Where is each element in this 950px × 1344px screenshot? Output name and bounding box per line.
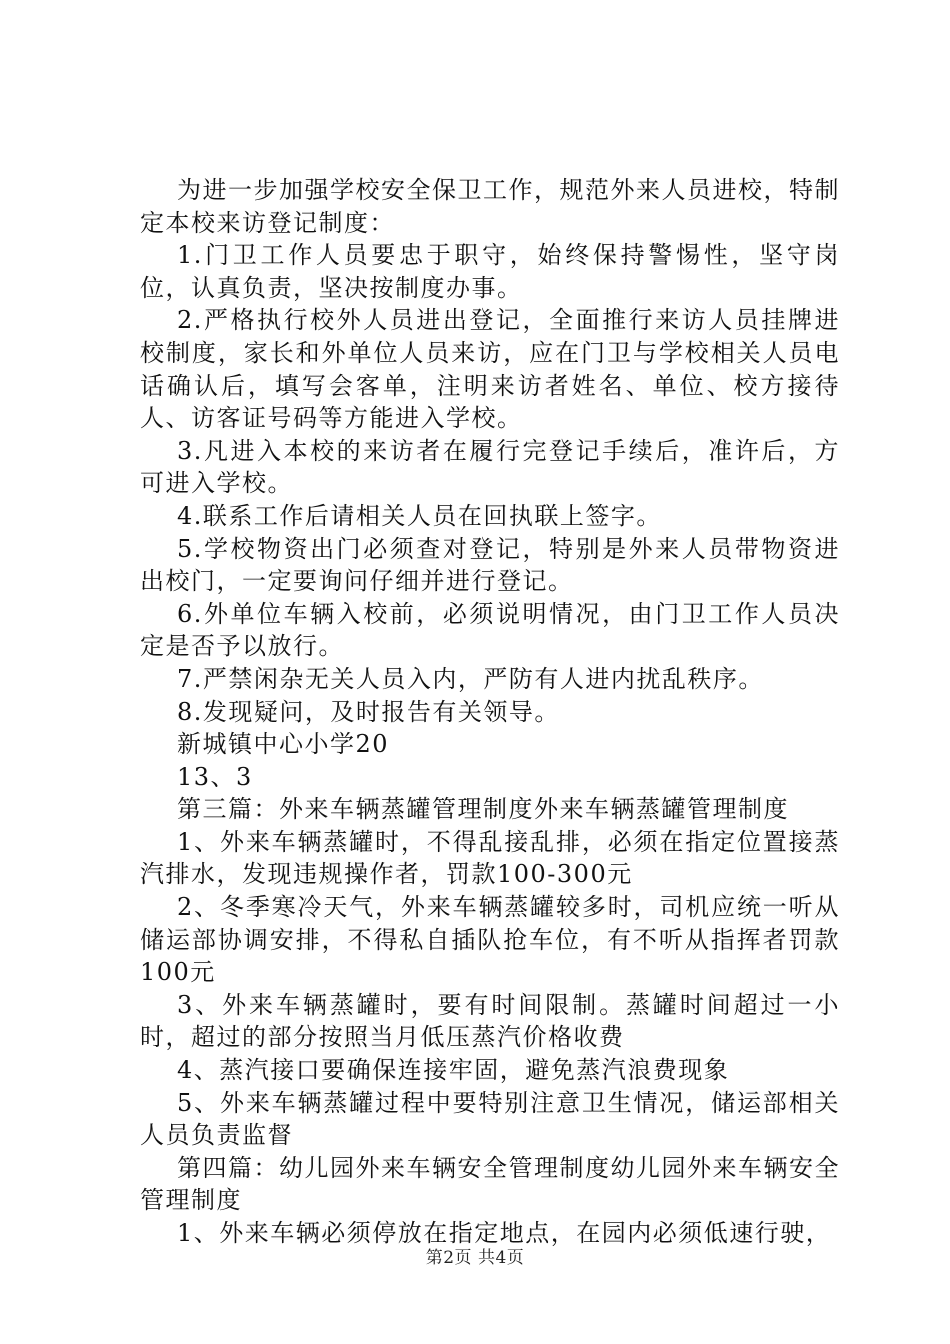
paragraph: 5.学校物资出门必须查对登记，特别是外来人员带物资进出校门，一定要询问仔细并进行登记。 xyxy=(140,534,840,596)
paragraph: 4.联系工作后请相关人员在回执联上签字。 xyxy=(177,501,662,530)
section-heading: 第三篇：外来车辆蒸罐管理制度外来车辆蒸罐管理制度 xyxy=(177,795,789,824)
paragraph: 1、外来车辆蒸罐时，不得乱接乱排，必须在指定位置接蒸汽排水，发现违规操作者，罚款100-300元 xyxy=(140,827,840,889)
paragraph: 6.外单位车辆入校前，必须说明情况，由门卫工作人员决定是否予以放行。 xyxy=(140,599,840,661)
document-body xyxy=(140,174,840,1250)
paragraph: 2.严格执行校外人员进出登记，全面推行来访人员挂牌进校制度，家长和外单位人员来访，应在门卫与学校相关人员电话确认后，填写会客单，注明来访者姓名、单位、校方接待人、访客证号码等方能进入学校。 xyxy=(140,306,840,433)
paragraph: 3、外来车辆蒸罐时，要有时间限制。蒸罐时间超过一小时，超过的部分按照当月低压蒸汽价格收费 xyxy=(140,990,840,1052)
paragraph: 2、冬季寒冷天气，外来车辆蒸罐较多时，司机应统一听从储运部协调安排，不得私自插队抢车位，有不听从指挥者罚款100元 xyxy=(140,893,840,987)
paragraph: 为进一步加强学校安全保卫工作，规范外来人员进校，特制定本校来访登记制度： xyxy=(140,176,840,237)
signature-school: 新城镇中心小学20 xyxy=(177,730,390,759)
paragraph: 4、蒸汽接口要确保连接牢固，避免蒸汽浪费现象 xyxy=(177,1056,730,1085)
paragraph: 3.凡进入本校的来访者在履行完登记手续后，准许后，方可进入学校。 xyxy=(140,436,840,498)
paragraph: 1、外来车辆必须停放在指定地点，在园内必须低速行驶， xyxy=(177,1219,832,1247)
page-number-footer: 第2页 共4页 xyxy=(425,1248,525,1268)
section-heading: 第四篇：幼儿园外来车辆安全管理制度幼儿园外来车辆安全管理制度 xyxy=(140,1153,840,1215)
signature-date: 13、3 xyxy=(177,762,253,791)
paragraph: 8.发现疑问，及时报告有关领导。 xyxy=(177,697,560,726)
paragraph: 7.严禁闲杂无关人员入内，严防有人进内扰乱秩序。 xyxy=(177,664,764,693)
paragraph: 1.门卫工作人员要忠于职守，始终保持警惕性，坚守岗位，认真负责，坚决按制度办事。 xyxy=(140,241,840,302)
paragraph: 5、外来车辆蒸罐过程中要特别注意卫生情况，储运部相关人员负责监督 xyxy=(140,1088,840,1150)
